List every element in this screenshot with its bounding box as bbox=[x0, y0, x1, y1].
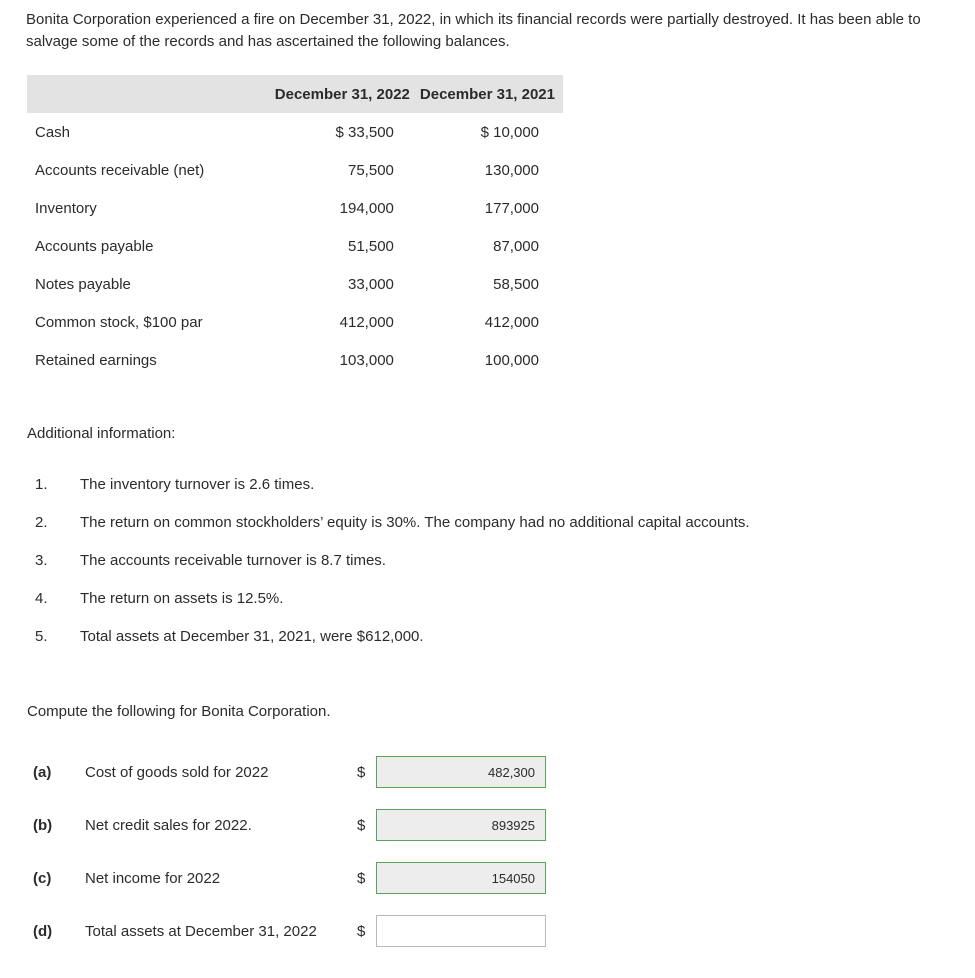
cost-of-goods-sold-input[interactable] bbox=[376, 756, 546, 788]
question-b bbox=[27, 809, 557, 841]
table-row bbox=[27, 113, 563, 151]
balances-table bbox=[27, 75, 563, 379]
row-label: Cash bbox=[35, 123, 71, 141]
table-row bbox=[27, 265, 563, 303]
item-text: The accounts receivable turnover is 8.7 times. bbox=[80, 552, 386, 569]
value-2021: 130,000 bbox=[484, 161, 539, 179]
row-label: Accounts payable bbox=[35, 237, 154, 255]
value-2021: 177,000 bbox=[484, 199, 539, 217]
table-row bbox=[27, 189, 563, 227]
row-label: Inventory bbox=[35, 199, 97, 217]
header-dec-2022: December 31, 2022 bbox=[232, 75, 420, 113]
value-2022: $ 33,500 bbox=[335, 123, 394, 141]
question-a bbox=[27, 756, 557, 788]
question-text: Cost of goods sold for 2022 bbox=[85, 764, 269, 781]
dollar-sign: $ bbox=[357, 817, 366, 834]
value-2022: 103,000 bbox=[339, 351, 394, 369]
row-label: Retained earnings bbox=[35, 351, 157, 369]
dollar-sign: $ bbox=[357, 870, 366, 887]
item-number: 5. bbox=[35, 628, 48, 645]
item-number: 1. bbox=[35, 476, 48, 493]
table-header-row bbox=[27, 75, 563, 113]
value-2021: 58,500 bbox=[493, 275, 539, 293]
value-2022: 75,500 bbox=[348, 161, 394, 179]
question-label: (a) bbox=[33, 764, 52, 781]
value-2022: 412,000 bbox=[339, 313, 394, 331]
total-assets-input[interactable] bbox=[376, 915, 546, 947]
additional-info-title: Additional information: bbox=[27, 425, 176, 442]
question-text: Total assets at December 31, 2022 bbox=[85, 923, 317, 940]
table-row bbox=[27, 303, 563, 341]
dollar-sign: $ bbox=[357, 764, 366, 781]
question-label: (d) bbox=[33, 923, 53, 940]
item-text: The return on assets is 12.5%. bbox=[80, 590, 284, 607]
value-2021: $ 10,000 bbox=[480, 123, 539, 141]
value-2021: 412,000 bbox=[484, 313, 539, 331]
question-label: (c) bbox=[33, 870, 52, 887]
value-2021: 87,000 bbox=[493, 237, 539, 255]
item-number: 3. bbox=[35, 552, 48, 569]
net-credit-sales-input[interactable] bbox=[376, 809, 546, 841]
row-label: Common stock, $100 par bbox=[35, 313, 203, 331]
item-number: 2. bbox=[35, 514, 48, 531]
value-2022: 51,500 bbox=[348, 237, 394, 255]
question-d bbox=[27, 915, 557, 947]
row-label: Notes payable bbox=[35, 275, 131, 293]
question-label: (b) bbox=[33, 817, 53, 834]
table-row bbox=[27, 151, 563, 189]
table-row bbox=[27, 227, 563, 265]
header-blank bbox=[27, 75, 232, 113]
problem-intro: Bonita Corporation experienced a fire on December 31, 2022, in which its financial records were partially destroyed. It has been able to salvage some of the records and has ascertained the following balances. bbox=[26, 11, 921, 50]
value-2021: 100,000 bbox=[484, 351, 539, 369]
item-number: 4. bbox=[35, 590, 48, 607]
question-c bbox=[27, 862, 557, 894]
question-text: Net credit sales for 2022. bbox=[85, 817, 252, 834]
item-text: The inventory turnover is 2.6 times. bbox=[80, 476, 315, 493]
net-income-input[interactable] bbox=[376, 862, 546, 894]
row-label: Accounts receivable (net) bbox=[35, 161, 205, 179]
header-dec-2021: December 31, 2021 bbox=[420, 75, 563, 113]
value-2022: 33,000 bbox=[348, 275, 394, 293]
table-row bbox=[27, 341, 563, 379]
compute-title: Compute the following for Bonita Corporation. bbox=[27, 703, 331, 720]
item-text: Total assets at December 31, 2021, were $612,000. bbox=[80, 628, 424, 645]
value-2022: 194,000 bbox=[339, 199, 394, 217]
question-text: Net income for 2022 bbox=[85, 870, 221, 887]
dollar-sign: $ bbox=[357, 923, 366, 940]
item-text: The return on common stockholders’ equity is 30%. The company had no additional capital accounts. bbox=[80, 514, 750, 531]
